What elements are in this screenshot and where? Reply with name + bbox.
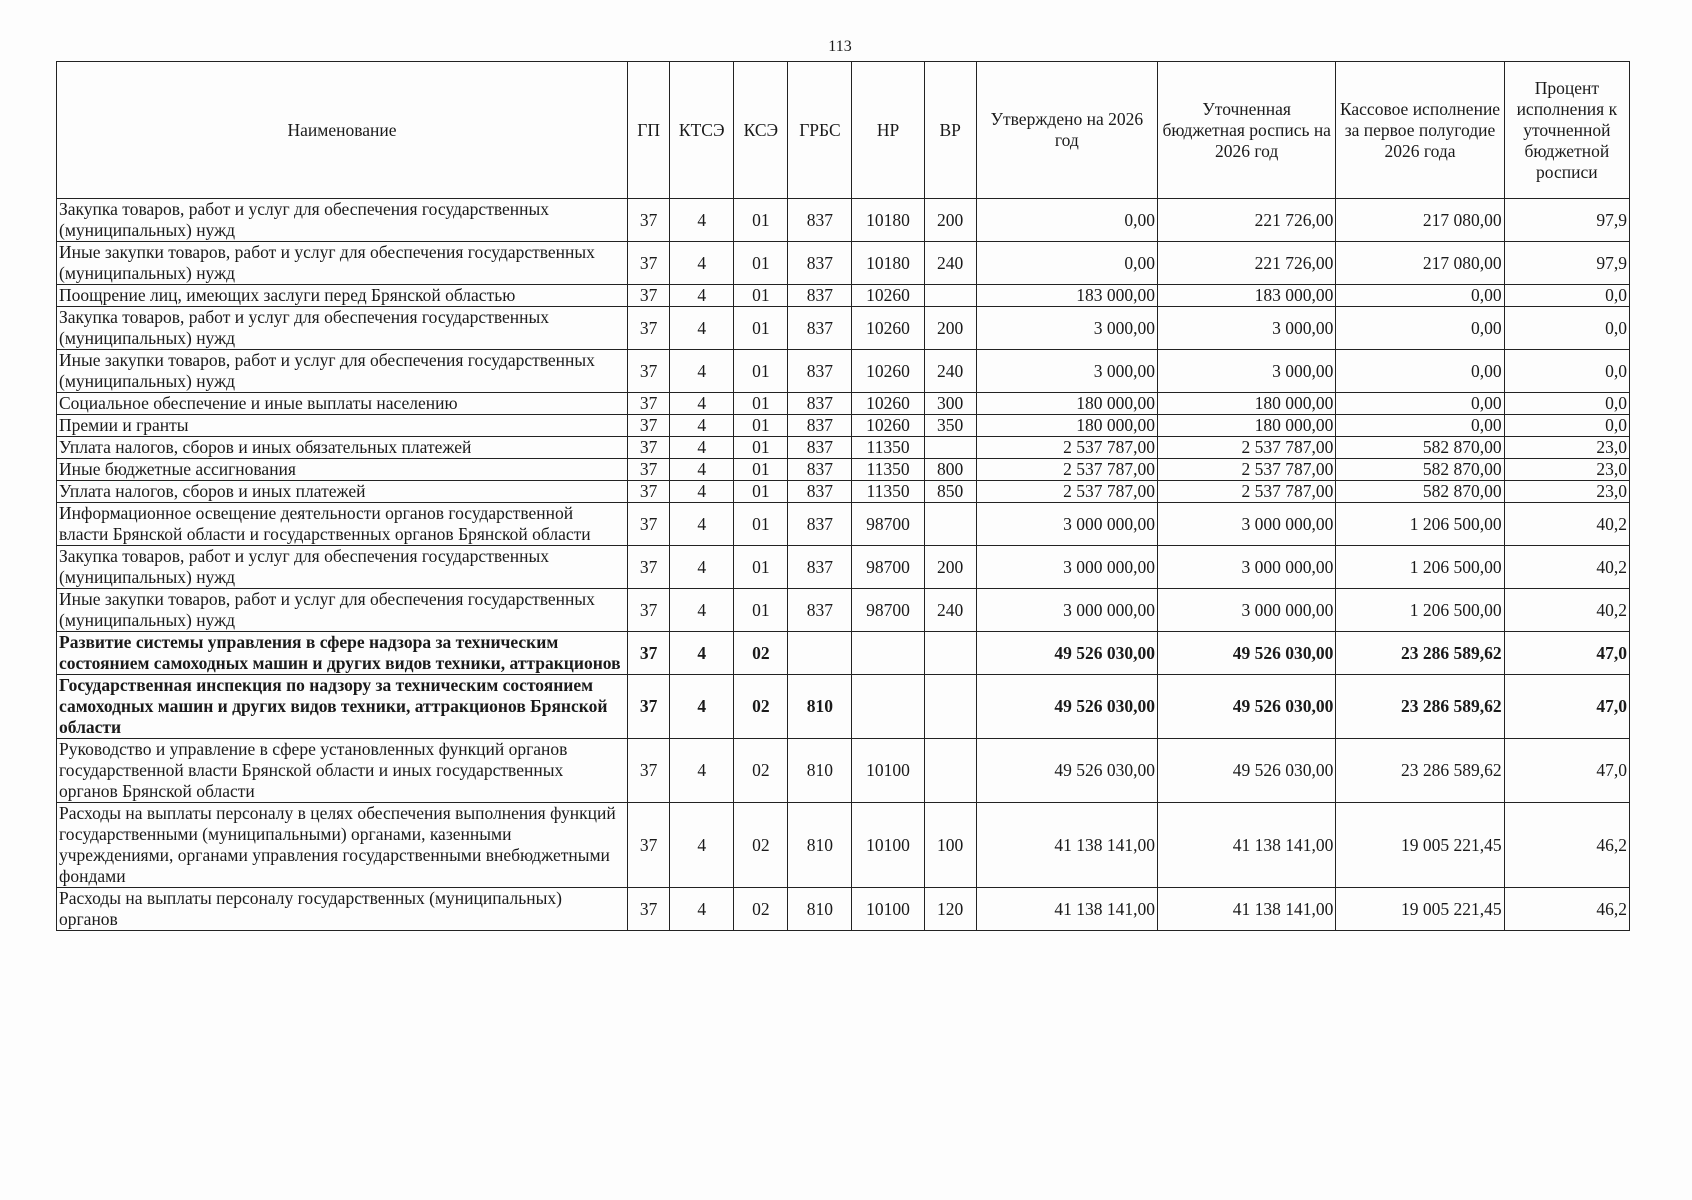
row-nr: 10260 <box>852 415 924 437</box>
row-specified: 221 726,00 <box>1158 199 1336 242</box>
table-row <box>57 350 1630 393</box>
row-ktse: 4 <box>670 546 734 589</box>
row-specified: 2 537 787,00 <box>1158 437 1336 459</box>
row-specified: 49 526 030,00 <box>1158 632 1336 675</box>
row-vr: 120 <box>924 888 976 931</box>
row-gp: 37 <box>628 199 670 242</box>
page-number: 113 <box>828 38 852 55</box>
row-grbs: 837 <box>788 503 852 546</box>
row-kse: 01 <box>734 481 788 503</box>
row-name: Закупка товаров, работ и услуг для обеспечения государственных (муниципальных) нужд <box>57 546 628 589</box>
row-vr: 200 <box>924 546 976 589</box>
row-cash: 217 080,00 <box>1336 242 1504 285</box>
row-percent: 47,0 <box>1504 632 1629 675</box>
row-ktse: 4 <box>670 481 734 503</box>
header-nr: НР <box>852 62 924 199</box>
row-vr: 100 <box>924 803 976 888</box>
row-specified: 2 537 787,00 <box>1158 459 1336 481</box>
row-vr: 240 <box>924 242 976 285</box>
row-vr: 240 <box>924 589 976 632</box>
row-name: Развитие системы управления в сфере надзора за техническим состоянием самоходных машин и других видов техники, аттракционов <box>57 632 628 675</box>
row-cash: 0,00 <box>1336 307 1504 350</box>
row-gp: 37 <box>628 285 670 307</box>
row-gp: 37 <box>628 350 670 393</box>
row-gp: 37 <box>628 632 670 675</box>
row-cash: 0,00 <box>1336 415 1504 437</box>
row-name: Закупка товаров, работ и услуг для обеспечения государственных (муниципальных) нужд <box>57 307 628 350</box>
row-grbs: 837 <box>788 285 852 307</box>
row-cash: 0,00 <box>1336 350 1504 393</box>
table-row <box>57 242 1630 285</box>
row-cash: 23 286 589,62 <box>1336 739 1504 803</box>
row-specified: 49 526 030,00 <box>1158 675 1336 739</box>
table-row <box>57 503 1630 546</box>
row-percent: 46,2 <box>1504 888 1629 931</box>
row-vr <box>924 503 976 546</box>
row-percent: 0,0 <box>1504 415 1629 437</box>
row-kse: 02 <box>734 888 788 931</box>
row-kse: 01 <box>734 459 788 481</box>
row-vr: 240 <box>924 350 976 393</box>
row-specified: 3 000 000,00 <box>1158 546 1336 589</box>
row-ktse: 4 <box>670 632 734 675</box>
row-nr: 10180 <box>852 199 924 242</box>
row-grbs: 837 <box>788 350 852 393</box>
row-name: Иные закупки товаров, работ и услуг для обеспечения государственных (муниципальных) нужд <box>57 589 628 632</box>
row-nr: 98700 <box>852 546 924 589</box>
row-nr: 10260 <box>852 285 924 307</box>
row-ktse: 4 <box>670 307 734 350</box>
row-vr: 850 <box>924 481 976 503</box>
row-specified: 3 000,00 <box>1158 350 1336 393</box>
table-row <box>57 285 1630 307</box>
row-approved: 2 537 787,00 <box>976 437 1157 459</box>
row-percent: 23,0 <box>1504 437 1629 459</box>
row-approved: 3 000 000,00 <box>976 503 1157 546</box>
table-row <box>57 632 1630 675</box>
row-vr <box>924 632 976 675</box>
table-row <box>57 307 1630 350</box>
header-row <box>57 62 1630 199</box>
row-gp: 37 <box>628 803 670 888</box>
row-vr: 200 <box>924 307 976 350</box>
row-specified: 221 726,00 <box>1158 242 1336 285</box>
row-name: Закупка товаров, работ и услуг для обеспечения государственных (муниципальных) нужд <box>57 199 628 242</box>
row-specified: 49 526 030,00 <box>1158 739 1336 803</box>
row-ktse: 4 <box>670 437 734 459</box>
row-approved: 180 000,00 <box>976 415 1157 437</box>
row-kse: 01 <box>734 307 788 350</box>
row-grbs: 810 <box>788 739 852 803</box>
header-gp: ГП <box>628 62 670 199</box>
row-grbs: 837 <box>788 546 852 589</box>
row-ktse: 4 <box>670 803 734 888</box>
row-percent: 0,0 <box>1504 350 1629 393</box>
table-row <box>57 546 1630 589</box>
row-specified: 183 000,00 <box>1158 285 1336 307</box>
row-ktse: 4 <box>670 739 734 803</box>
row-nr: 10260 <box>852 307 924 350</box>
row-grbs: 837 <box>788 242 852 285</box>
budget-table <box>56 61 1630 931</box>
row-cash: 582 870,00 <box>1336 459 1504 481</box>
row-ktse: 4 <box>670 459 734 481</box>
row-ktse: 4 <box>670 199 734 242</box>
row-approved: 41 138 141,00 <box>976 803 1157 888</box>
row-ktse: 4 <box>670 503 734 546</box>
row-name: Расходы на выплаты персоналу государственных (муниципальных) органов <box>57 888 628 931</box>
row-vr: 200 <box>924 199 976 242</box>
row-kse: 01 <box>734 415 788 437</box>
row-cash: 1 206 500,00 <box>1336 589 1504 632</box>
row-ktse: 4 <box>670 589 734 632</box>
row-kse: 01 <box>734 546 788 589</box>
row-cash: 217 080,00 <box>1336 199 1504 242</box>
row-grbs: 837 <box>788 199 852 242</box>
table-row <box>57 739 1630 803</box>
row-name: Иные бюджетные ассигнования <box>57 459 628 481</box>
row-approved: 3 000,00 <box>976 307 1157 350</box>
row-percent: 97,9 <box>1504 242 1629 285</box>
row-grbs: 837 <box>788 481 852 503</box>
row-cash: 23 286 589,62 <box>1336 675 1504 739</box>
row-nr: 11350 <box>852 459 924 481</box>
row-nr: 10180 <box>852 242 924 285</box>
row-ktse: 4 <box>670 888 734 931</box>
row-approved: 49 526 030,00 <box>976 675 1157 739</box>
row-grbs: 837 <box>788 393 852 415</box>
table-row <box>57 199 1630 242</box>
row-grbs: 837 <box>788 415 852 437</box>
row-kse: 01 <box>734 503 788 546</box>
row-gp: 37 <box>628 307 670 350</box>
row-approved: 183 000,00 <box>976 285 1157 307</box>
table-body <box>57 199 1630 931</box>
row-kse: 01 <box>734 285 788 307</box>
row-cash: 0,00 <box>1336 393 1504 415</box>
row-nr <box>852 632 924 675</box>
row-name: Информационное освещение деятельности органов государственной власти Брянской области и государственных органов Брянской области <box>57 503 628 546</box>
row-percent: 47,0 <box>1504 675 1629 739</box>
row-percent: 0,0 <box>1504 393 1629 415</box>
row-cash: 0,00 <box>1336 285 1504 307</box>
table-row <box>57 481 1630 503</box>
row-specified: 3 000,00 <box>1158 307 1336 350</box>
row-name: Премии и гранты <box>57 415 628 437</box>
row-cash: 582 870,00 <box>1336 437 1504 459</box>
row-kse: 02 <box>734 632 788 675</box>
table-row <box>57 888 1630 931</box>
row-vr: 800 <box>924 459 976 481</box>
row-approved: 2 537 787,00 <box>976 459 1157 481</box>
row-percent: 0,0 <box>1504 285 1629 307</box>
row-vr <box>924 437 976 459</box>
table-row <box>57 803 1630 888</box>
header-ktse: КТСЭ <box>670 62 734 199</box>
row-approved: 3 000 000,00 <box>976 546 1157 589</box>
row-ktse: 4 <box>670 393 734 415</box>
row-kse: 02 <box>734 675 788 739</box>
row-gp: 37 <box>628 589 670 632</box>
row-percent: 47,0 <box>1504 739 1629 803</box>
row-approved: 41 138 141,00 <box>976 888 1157 931</box>
row-ktse: 4 <box>670 242 734 285</box>
table-row <box>57 589 1630 632</box>
row-approved: 180 000,00 <box>976 393 1157 415</box>
header-cash: Кассовое исполнение за первое полугодие 2026 года <box>1336 62 1504 199</box>
row-gp: 37 <box>628 739 670 803</box>
row-nr: 98700 <box>852 503 924 546</box>
row-name: Иные закупки товаров, работ и услуг для обеспечения государственных (муниципальных) нужд <box>57 242 628 285</box>
header-approved: Утверждено на 2026 год <box>976 62 1157 199</box>
row-cash: 1 206 500,00 <box>1336 503 1504 546</box>
row-gp: 37 <box>628 437 670 459</box>
row-nr: 11350 <box>852 481 924 503</box>
row-approved: 3 000,00 <box>976 350 1157 393</box>
header-name: Наименование <box>57 62 628 199</box>
row-approved: 0,00 <box>976 199 1157 242</box>
row-gp: 37 <box>628 675 670 739</box>
row-nr: 10100 <box>852 803 924 888</box>
row-specified: 2 537 787,00 <box>1158 481 1336 503</box>
row-vr <box>924 675 976 739</box>
row-cash: 23 286 589,62 <box>1336 632 1504 675</box>
table-row <box>57 393 1630 415</box>
row-kse: 01 <box>734 589 788 632</box>
row-name: Государственная инспекция по надзору за техническим состоянием самоходных машин и других видов техники, аттракционов Брянской области <box>57 675 628 739</box>
row-vr: 350 <box>924 415 976 437</box>
row-kse: 02 <box>734 739 788 803</box>
row-kse: 02 <box>734 803 788 888</box>
row-percent: 23,0 <box>1504 459 1629 481</box>
table-header <box>57 62 1630 199</box>
row-gp: 37 <box>628 888 670 931</box>
table-row <box>57 415 1630 437</box>
row-name: Иные закупки товаров, работ и услуг для обеспечения государственных (муниципальных) нужд <box>57 350 628 393</box>
row-grbs: 837 <box>788 459 852 481</box>
row-grbs: 810 <box>788 675 852 739</box>
table-row <box>57 459 1630 481</box>
row-cash: 582 870,00 <box>1336 481 1504 503</box>
table-row <box>57 675 1630 739</box>
row-cash: 19 005 221,45 <box>1336 803 1504 888</box>
row-cash: 19 005 221,45 <box>1336 888 1504 931</box>
row-cash: 1 206 500,00 <box>1336 546 1504 589</box>
row-nr <box>852 675 924 739</box>
row-approved: 2 537 787,00 <box>976 481 1157 503</box>
row-nr: 10100 <box>852 888 924 931</box>
row-grbs: 837 <box>788 437 852 459</box>
row-kse: 01 <box>734 199 788 242</box>
row-name: Руководство и управление в сфере установленных функций органов государственной власти Брянской области и иных государственных органов Брянской области <box>57 739 628 803</box>
row-approved: 3 000 000,00 <box>976 589 1157 632</box>
row-percent: 40,2 <box>1504 546 1629 589</box>
row-percent: 40,2 <box>1504 503 1629 546</box>
row-vr <box>924 285 976 307</box>
row-approved: 49 526 030,00 <box>976 632 1157 675</box>
row-specified: 3 000 000,00 <box>1158 589 1336 632</box>
row-gp: 37 <box>628 415 670 437</box>
row-nr: 10260 <box>852 350 924 393</box>
row-grbs: 837 <box>788 589 852 632</box>
row-percent: 0,0 <box>1504 307 1629 350</box>
row-kse: 01 <box>734 242 788 285</box>
row-ktse: 4 <box>670 350 734 393</box>
row-grbs: 810 <box>788 803 852 888</box>
row-name: Социальное обеспечение и иные выплаты населению <box>57 393 628 415</box>
row-percent: 23,0 <box>1504 481 1629 503</box>
row-name: Уплата налогов, сборов и иных платежей <box>57 481 628 503</box>
row-grbs <box>788 632 852 675</box>
row-gp: 37 <box>628 503 670 546</box>
row-specified: 41 138 141,00 <box>1158 803 1336 888</box>
row-specified: 180 000,00 <box>1158 415 1336 437</box>
header-vr: ВР <box>924 62 976 199</box>
row-kse: 01 <box>734 350 788 393</box>
row-approved: 49 526 030,00 <box>976 739 1157 803</box>
row-gp: 37 <box>628 242 670 285</box>
row-name: Поощрение лиц, имеющих заслуги перед Брянской областью <box>57 285 628 307</box>
row-vr: 300 <box>924 393 976 415</box>
row-percent: 46,2 <box>1504 803 1629 888</box>
row-ktse: 4 <box>670 415 734 437</box>
row-kse: 01 <box>734 393 788 415</box>
row-specified: 3 000 000,00 <box>1158 503 1336 546</box>
row-specified: 41 138 141,00 <box>1158 888 1336 931</box>
row-gp: 37 <box>628 546 670 589</box>
row-nr: 98700 <box>852 589 924 632</box>
row-percent: 40,2 <box>1504 589 1629 632</box>
row-vr <box>924 739 976 803</box>
row-gp: 37 <box>628 459 670 481</box>
header-grbs: ГРБС <box>788 62 852 199</box>
header-specified: Уточненная бюджетная роспись на 2026 год <box>1158 62 1336 199</box>
row-nr: 10260 <box>852 393 924 415</box>
row-name: Расходы на выплаты персоналу в целях обеспечения выполнения функций государственными (муниципальными) органами, казенными учреждениями, органами управления государственными внебюджетными фондами <box>57 803 628 888</box>
row-grbs: 837 <box>788 307 852 350</box>
table-row <box>57 437 1630 459</box>
row-nr: 11350 <box>852 437 924 459</box>
row-name: Уплата налогов, сборов и иных обязательных платежей <box>57 437 628 459</box>
row-ktse: 4 <box>670 675 734 739</box>
row-gp: 37 <box>628 481 670 503</box>
row-kse: 01 <box>734 437 788 459</box>
header-percent: Процент исполнения к уточненной бюджетной росписи <box>1504 62 1629 199</box>
row-ktse: 4 <box>670 285 734 307</box>
header-kse: КСЭ <box>734 62 788 199</box>
row-specified: 180 000,00 <box>1158 393 1336 415</box>
row-approved: 0,00 <box>976 242 1157 285</box>
row-grbs: 810 <box>788 888 852 931</box>
row-gp: 37 <box>628 393 670 415</box>
row-percent: 97,9 <box>1504 199 1629 242</box>
row-nr: 10100 <box>852 739 924 803</box>
